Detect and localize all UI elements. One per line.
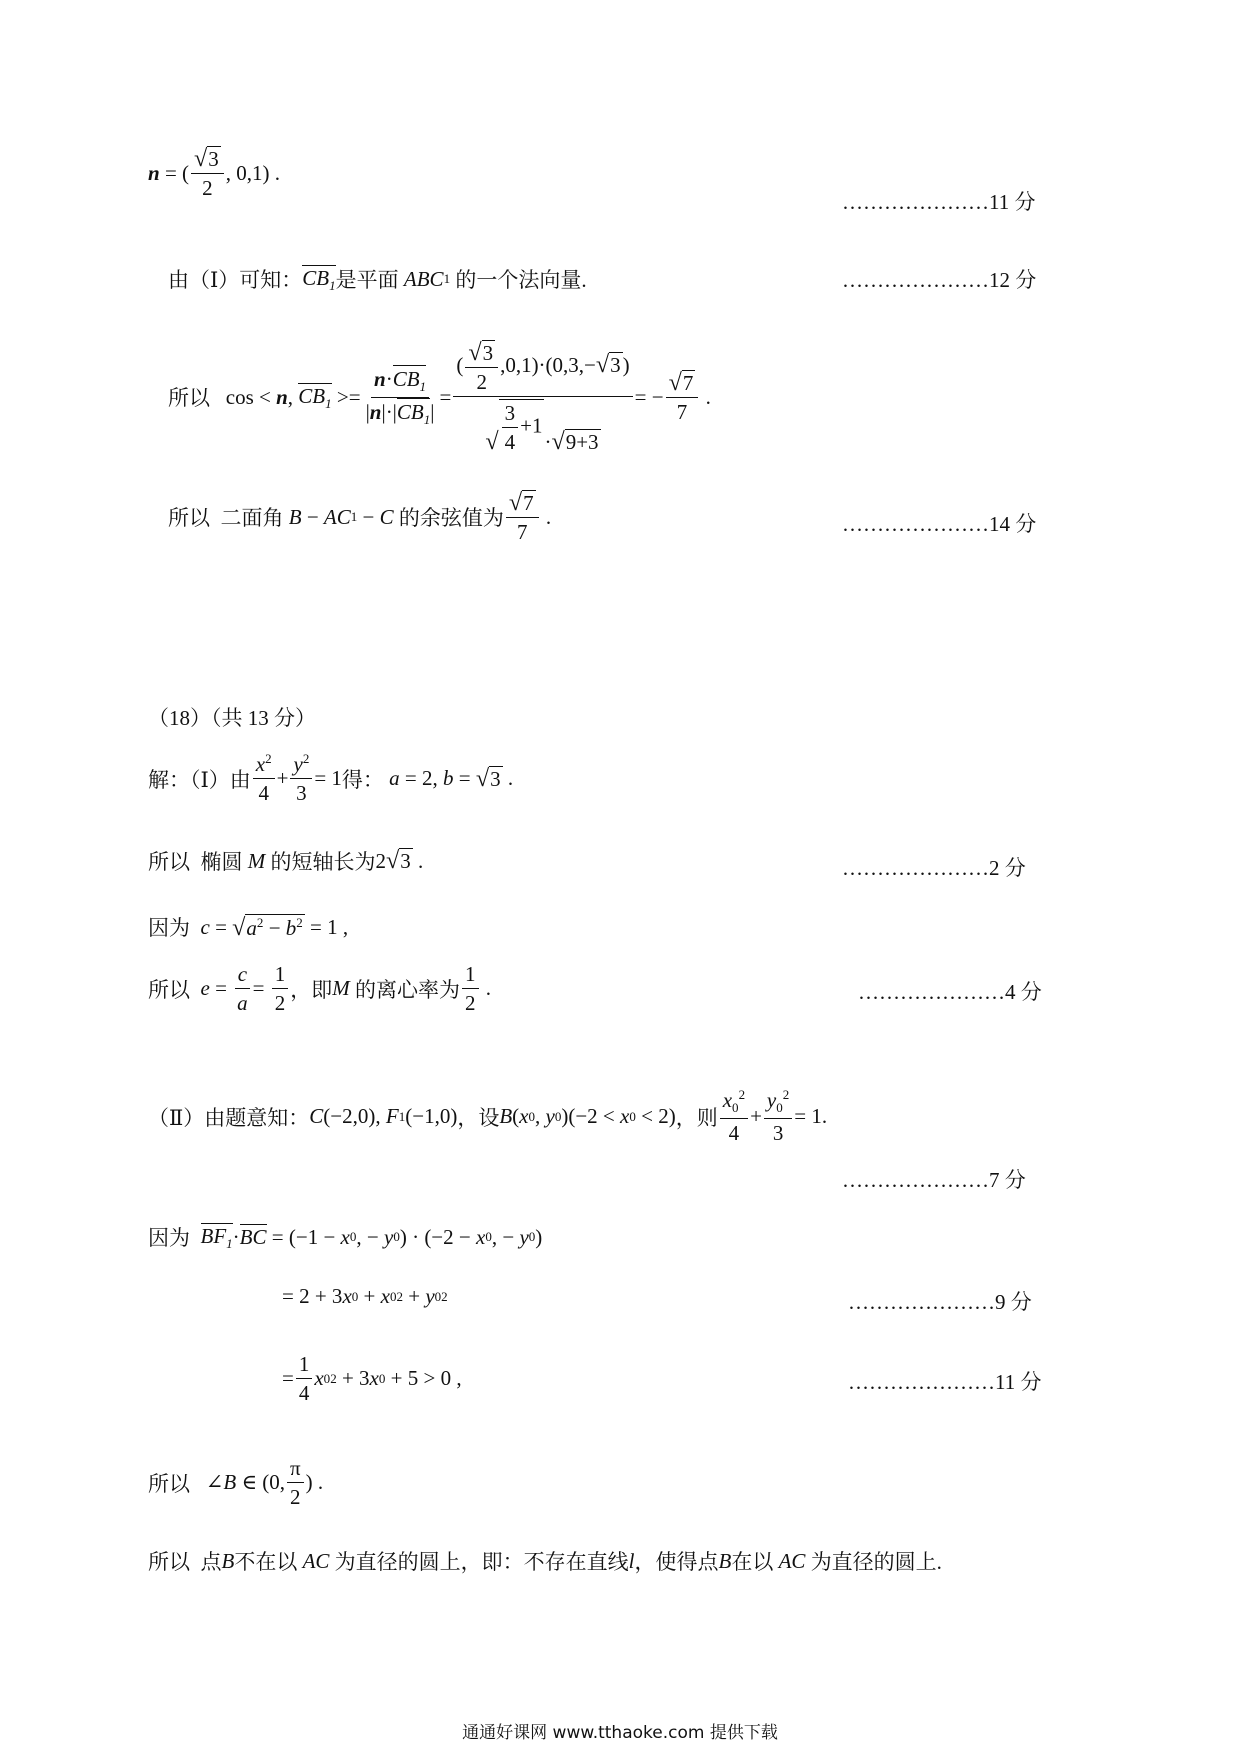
dot-product-expand: = 2 + 3 x 0 + x 0 2 + y 0 2	[282, 1284, 448, 1308]
label-text: 为直径的圆上，即：不存在直线	[334, 1550, 629, 1574]
label-text: 是平面	[335, 268, 399, 292]
label-text: 不在以	[234, 1550, 298, 1574]
label-text: 所以	[148, 850, 190, 874]
focal-distance-line: 因为 c = √ $a^2 - b^2$ = 1 ,	[148, 913, 349, 941]
normal-vector-statement: 由（Ⅰ）可知： $CB_1$ 是平面 ABC 1 的一个法向量.	[168, 265, 587, 293]
score-mark: …………………12 分	[842, 268, 1037, 292]
label-text: 的短轴长为	[270, 850, 376, 874]
score-mark: …………………7 分	[842, 1168, 1026, 1192]
label-text: 得：	[341, 767, 384, 792]
label-text: ，即	[290, 977, 333, 1002]
score-mark: …………………4 分	[858, 980, 1042, 1004]
label-text: 的离心率为	[355, 977, 461, 1002]
label-text: （Ⅱ）由题意知：	[148, 1105, 310, 1130]
question-header: （18）（共 13 分）	[148, 706, 316, 730]
label-text: 二面角	[220, 506, 284, 531]
score-mark: …………………2 分	[842, 856, 1026, 880]
eccentricity-line: 所以 e = $\frac{c}{a}$ = $\frac{1}{2}$ ，即 M 的离心率为 $\frac{1}{2}$ .	[148, 962, 492, 1016]
normal-vector-result: n = ( √ 3 2 , 0,1) .	[148, 144, 281, 201]
score-mark: …………………11 分	[848, 1370, 1042, 1394]
label-text: 所以	[148, 1550, 190, 1574]
minor-axis-line: 所以 椭圆 M 的短轴长为 2 √ 3 .	[148, 847, 424, 875]
label-text: 点	[200, 1550, 222, 1574]
ellipse-equation-line: 解：（Ⅰ）由 $\frac{x^2}{4}$ + $\frac{y^2}{3}$ = 1 得： a = 2, b = √ 3 .	[148, 751, 514, 806]
label-text: 所以	[168, 506, 210, 531]
label-text: 由（Ⅰ）可知：	[168, 268, 303, 292]
label-text: 的一个法向量.	[455, 268, 587, 292]
label-text: 在以	[731, 1550, 774, 1574]
angle-conclusion: 所以 ∠ B ∈ (0, $\frac{\pi}{2}$ ) .	[148, 1456, 324, 1510]
label-text: ，则	[675, 1105, 718, 1130]
page-footer: 通通好课网 www.tthaoke.com 提供下载	[462, 1723, 778, 1743]
label-text: 所以	[148, 977, 190, 1002]
score-mark: …………………9 分	[848, 1290, 1032, 1314]
label-text: 为直径的圆上.	[810, 1550, 942, 1574]
label-text: 因为	[148, 916, 190, 940]
label-text: 因为	[148, 1226, 190, 1250]
label-text: 的余弦值为	[398, 506, 504, 531]
part-ii-setup: （Ⅱ）由题意知： C (−2,0), F 1 (−1,0) ，设 B ( x 0 , y 0 )(−2 < x 0 < 2) ，则 $\frac{x_0^2}{4}$ + $\frac{y_0^2}{3}$ = 1.	[148, 1087, 828, 1146]
final-conclusion: 所以 点 B 不在以 AC 为直径的圆上，即：不存在直线 l ，使得点 B 在以 AC 为直径的圆上.	[148, 1546, 942, 1576]
vector-CB1: $CB_1$	[302, 265, 336, 293]
label-text: ，使得点	[634, 1550, 719, 1574]
label-text: 所以	[168, 386, 210, 411]
dot-product-line: 因为 $BF_1$ · BC = (−1 − x 0 , − y 0 ) · (−2 − x 0 , − y 0 )	[148, 1223, 543, 1251]
cosine-formula: 所以 cos < n , $CB_1$ >= $\frac{n\cdot CB_1}{|n|\cdot|CB_1|}$ = ( √ 3 2 ,0,1)·(0,3,− √ 3 ) √ $\frac{3}{4}$ +1 · √ 9+3 = − √ 7 7 .	[168, 338, 711, 456]
score-mark: …………………11 分	[842, 190, 1036, 214]
label-text: ，设	[457, 1105, 500, 1130]
dot-product-positive: = $\frac{1}{4}$ x 0 2 + 3 x 0 + 5 > 0 ,	[282, 1352, 462, 1406]
label-text: 解：（Ⅰ）由	[148, 767, 251, 792]
score-mark: …………………14 分	[842, 512, 1037, 536]
label-text: 椭圆	[200, 850, 243, 874]
dihedral-conclusion: 所以 二面角 B − AC 1 − C 的余弦值为 √ 7 7 .	[168, 488, 552, 545]
label-text: 所以	[148, 1471, 190, 1496]
